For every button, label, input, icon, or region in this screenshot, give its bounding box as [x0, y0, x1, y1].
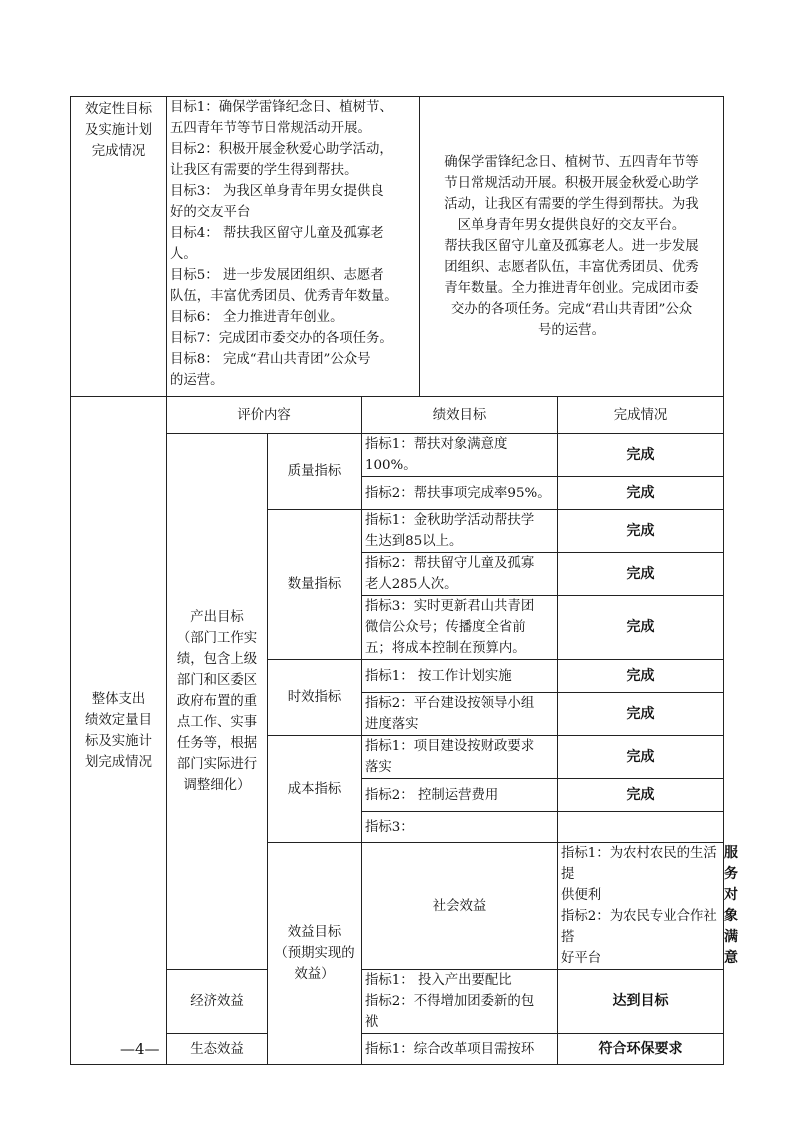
status-cell: 完成: [558, 596, 724, 660]
goal-line: 目标1：确保学雷锋纪念日、植树节、: [170, 100, 393, 115]
goal-line: 目标7：完成团市委交办的各项任务。: [170, 331, 393, 346]
header-content: 评价内容: [167, 397, 362, 434]
goal-line: 队伍，丰富优秀团员、优秀青年数量。: [170, 289, 398, 304]
cost-indicator-label: 成本指标: [268, 736, 362, 843]
goals-list: [167, 97, 420, 397]
qualitative-goals-table: [70, 96, 724, 397]
table-row: 指标2：平台建设按领导小组 进度落实: [362, 693, 558, 736]
status-cell: 完成: [558, 779, 724, 812]
economic-benefit-label: 经济效益: [167, 970, 268, 1034]
status-cell: 完成: [558, 477, 724, 510]
table-row: 指标1：帮扶对象满意度 100%。: [362, 434, 558, 477]
quantitative-goals-table: 整体支出 绩效定量目 标及实施计 划完成情况 评价内容 绩效目标 完成情况 产出目标 （部门工作实 绩，包含上级 部门和区委区 政府布置的重 点工作、实事 任务等，根据 部门实际进行 调整细化） 质量指标 指标1：帮扶对象满意度 100%。 完成 指标2：帮扶事项完成率95%。 完成 数量指标 指标1：金秋助学活动帮扶学 生达到85以上。 完成 指标2：帮扶留守儿童及孤寡 老人285人次。 完成 指标3：实时更新君山共青团 微信公众号；传播度全省前 五；将成本控制在预算内。 完成 时效指标 指标1： 按工作计划实施 完成 指标2：平台建设按领导小组 进度落实 完成 成本指标 指标1：项目建设按财政要求 落实 完成 指标2： 控制运营费用 完成 指标3： 效益目标 （预期实现的 效益） 社会效益 指标1：为农村农民的生活提 供便利 指标2：为农民专业合作社搭 好平台 服务对象满意 经济效益 指标1： 投入产出要配比 指标2：不得增加团委新的包 袱 达到目标 生态效益 指标1：综合改革项目需按环 符合环保要求: [70, 396, 724, 1065]
table-row: 指标1：项目建设按财政要求 落实: [362, 736, 558, 779]
status-cell: [558, 812, 724, 843]
social-benefit-label: 社会效益: [362, 843, 558, 970]
table-row: 指标1： 按工作计划实施: [362, 660, 558, 693]
table-row: 指标1：为农村农民的生活提 供便利 指标2：为农民专业合作社搭 好平台: [558, 843, 724, 970]
status-cell: 完成: [558, 693, 724, 736]
goal-line: 五四青年节等节日常规活动开展。: [170, 121, 371, 136]
goal-line: 目标3： 为我区单身青年男女提供良: [170, 184, 384, 199]
quantitative-label: 整体支出 绩效定量目 标及实施计 划完成情况: [71, 397, 167, 1065]
table-row: 指标1：综合改革项目需按环: [362, 1034, 558, 1065]
status-cell: 完成: [558, 434, 724, 477]
table-row: 指标2： 控制运营费用: [362, 779, 558, 812]
output-goals-label: 产出目标 （部门工作实 绩，包含上级 部门和区委区 政府布置的重 点工作、实事 任务等，根据 部门实际进行 调整细化）: [167, 434, 268, 970]
table-row: 指标1：金秋助学活动帮扶学 生达到85以上。: [362, 510, 558, 553]
goal-line: 好的交友平台: [170, 205, 251, 220]
goal-line: 目标2：积极开展金秋爱心助学活动，: [170, 142, 393, 157]
completion-summary: 确保学雷锋纪念日、植树节、五四青年节等 节日常规活动开展。积极开展金秋爱心助学 活动，让我区有需要的学生得到帮扶。为我 区单身青年男女提供良好的交友平台。 帮扶我区留守儿童及孤寡老人。进一步发展 团组织、志愿者队伍，丰富优秀团员、优秀 青年数量。全力推进青年创业。完成团市委 交办的各项任务。完成“君山共青团”公众 号的运营。: [420, 97, 724, 397]
goal-line: 让我区有需要的学生得到帮扶。: [170, 163, 358, 178]
status-cell: 完成: [558, 736, 724, 779]
header-target: 绩效目标: [362, 397, 558, 434]
table-row: 指标3：: [362, 812, 558, 843]
goal-line: 目标8： 完成“君山共青团”公众号: [170, 352, 371, 367]
goal-line: 目标4： 帮扶我区留守儿童及孤寡老: [170, 226, 384, 241]
status-cell: 完成: [558, 660, 724, 693]
quality-indicator-label: 质量指标: [268, 434, 362, 510]
status-cell: 符合环保要求: [558, 1034, 724, 1065]
table-row: 指标3：实时更新君山共青团 微信公众号；传播度全省前 五；将成本控制在预算内。: [362, 596, 558, 660]
page-number: —4—: [120, 1040, 160, 1058]
table-row: 指标2：帮扶事项完成率95%。: [362, 477, 558, 510]
qualitative-label: 效定性目标 及实施计划 完成情况: [71, 97, 167, 397]
table-row: 指标2：帮扶留守儿童及孤寡 老人285人次。: [362, 553, 558, 596]
benefit-goals-label: 效益目标 （预期实现的 效益）: [268, 843, 362, 1065]
goal-line: 的运营。: [170, 373, 224, 388]
goal-line: 目标6： 全力推进青年创业。: [170, 310, 344, 325]
table-row: 指标1： 投入产出要配比 指标2：不得增加团委新的包 袱: [362, 970, 558, 1034]
status-cell: 达到目标: [558, 970, 724, 1034]
ecological-benefit-label: 生态效益: [167, 1034, 268, 1065]
timeliness-indicator-label: 时效指标: [268, 660, 362, 736]
status-cell: 完成: [558, 510, 724, 553]
status-cell: 完成: [558, 553, 724, 596]
header-status: 完成情况: [558, 397, 724, 434]
quantity-indicator-label: 数量指标: [268, 510, 362, 660]
goal-line: 人。: [170, 247, 197, 262]
goal-line: 目标5： 进一步发展团组织、志愿者: [170, 268, 384, 283]
